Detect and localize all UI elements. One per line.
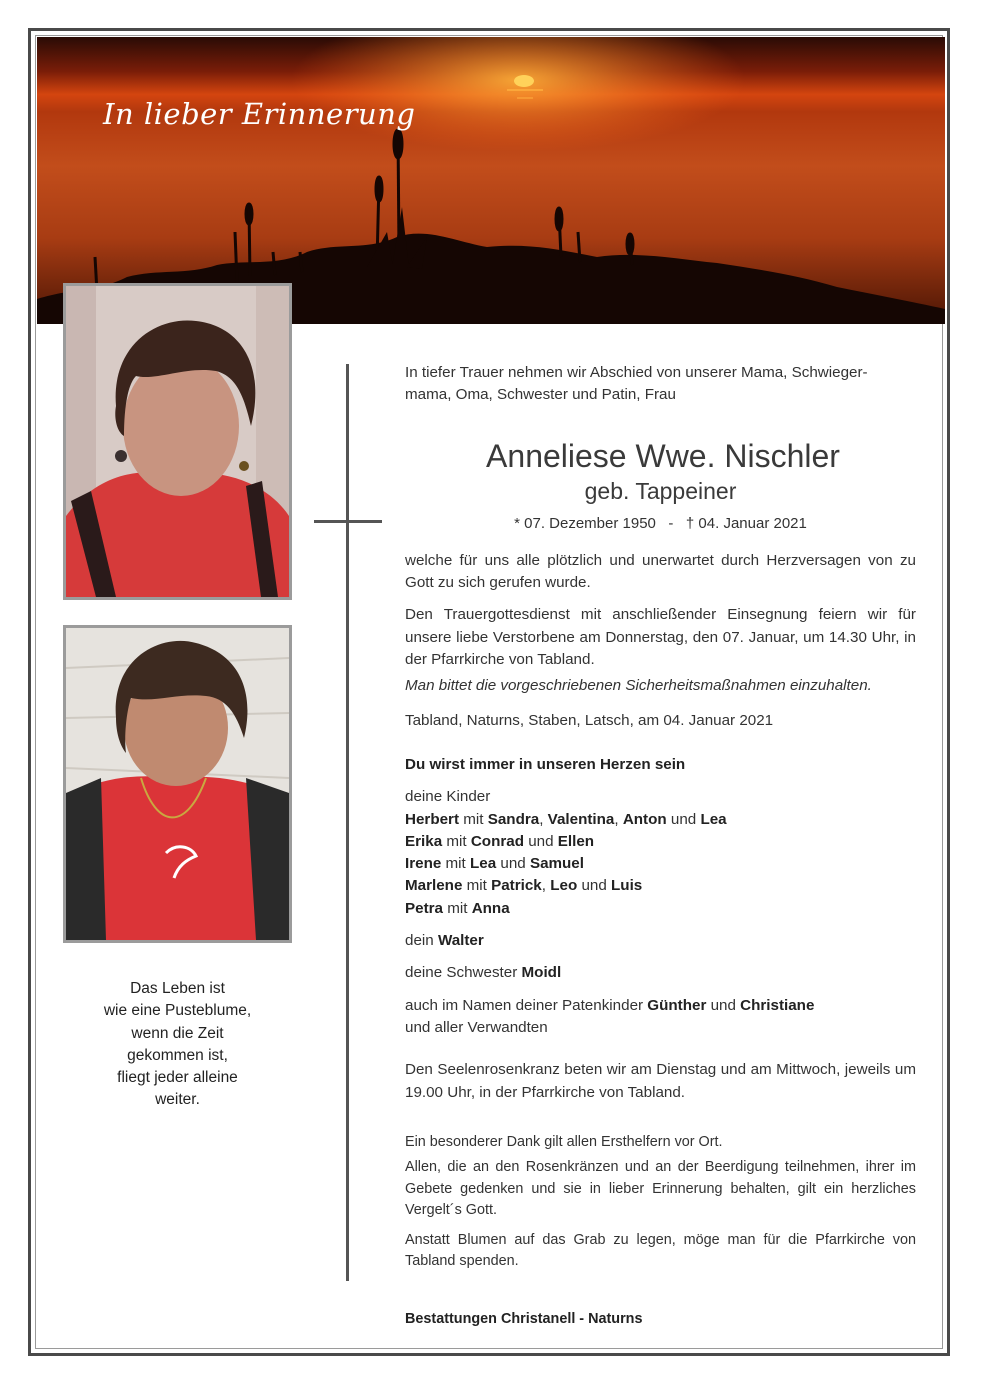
- family-member-name: Patrick: [491, 877, 542, 895]
- connector-text: mit: [442, 832, 471, 850]
- woman-outdoor-image: [66, 628, 289, 940]
- intro-line-2: mama, Oma, Schwester und Patin, Frau: [405, 386, 676, 404]
- family-member-name: Erika: [405, 832, 443, 850]
- poem-line: wenn die Zeit: [131, 1024, 224, 1042]
- poem-line: wie eine Pusteblume,: [103, 1002, 252, 1020]
- service-text: Den Trauergottesdienst mit anschließender Einsegnung feiern wir für unsere liebe Verstorbene am Donnerstag, den 07. Januar, um 14.30 Uhr, in der Pfarrkirche von Tabland.: [405, 606, 916, 669]
- family-member-name: Anna: [471, 899, 510, 917]
- poem-line: gekommen ist,: [127, 1046, 228, 1064]
- godchildren-prefix: auch im Namen deiner Patenkinder: [405, 996, 648, 1014]
- sunset-banner: [37, 37, 945, 324]
- sister-prefix: deine Schwester: [405, 964, 522, 982]
- godchildren-and: und: [706, 996, 741, 1014]
- woman-portrait-image: [66, 286, 289, 597]
- connector-text: mit: [443, 899, 472, 917]
- connector-text: und: [666, 810, 701, 828]
- connector-text: und: [524, 832, 558, 850]
- family-member-name: Irene: [405, 855, 442, 873]
- poem-line: Das Leben ist: [130, 980, 225, 997]
- godchild-name: Christiane: [740, 996, 815, 1014]
- undertaker: Bestattungen Christanell - Naturns: [405, 1310, 643, 1327]
- connector-text: und: [496, 855, 530, 873]
- thanks-first-aid: Ein besonderer Dank gilt allen Ersthelfern vor Ort.: [405, 1133, 723, 1150]
- family-member-name: Sandra: [487, 810, 540, 828]
- connector-text: mit: [462, 877, 492, 895]
- sister-line: [405, 962, 916, 984]
- sunset-image: [37, 37, 945, 324]
- poem-line: fliegt jeder alleine: [117, 1069, 238, 1087]
- family-member-name: Herbert: [405, 810, 460, 828]
- connector-text: mit: [459, 810, 488, 828]
- family-member-name: Lea: [470, 855, 497, 873]
- rosary-text: Den Seelenrosenkranz beten wir am Dienstag und am Mittwoch, jeweils um 19.00 Uhr, in der Pfarrkirche von Tabland.: [405, 1061, 916, 1101]
- maiden-name: geb. Tappeiner: [584, 477, 737, 504]
- birth-date: * 07. Dezember 1950: [514, 514, 656, 532]
- family-member-name: Petra: [405, 899, 443, 917]
- child-line: [405, 831, 916, 853]
- family-member-name: Lea: [700, 810, 727, 828]
- obituary-text: [405, 362, 916, 1330]
- connector-text: ,: [614, 810, 623, 828]
- child-line: [405, 875, 916, 897]
- partner-line: [405, 930, 916, 952]
- intro-line-1: In tiefer Trauer nehmen wir Abschied von unserer Mama, Schwieger-: [405, 364, 868, 381]
- family-member-name: Samuel: [529, 855, 584, 873]
- family-member-name: Luis: [611, 877, 643, 895]
- intro-text: [405, 362, 916, 407]
- family-member-name: Marlene: [405, 877, 463, 895]
- life-dates: [405, 513, 916, 535]
- connector-text: ,: [539, 810, 548, 828]
- child-line: [405, 898, 916, 920]
- family-member-name: Leo: [550, 877, 578, 895]
- connector-text: ,: [541, 877, 551, 895]
- family-member-name: Conrad: [470, 832, 524, 850]
- motto: Du wirst immer in unseren Herzen sein: [405, 755, 686, 773]
- children-list: [405, 809, 916, 920]
- child-line: [405, 809, 916, 831]
- cause-text: welche für uns alle plötzlich und unerwartet durch Herzversagen von zu Gott zu sich gerufen wurde.: [405, 551, 916, 592]
- death-date: † 04. Januar 2021: [685, 514, 807, 532]
- banner-title: In lieber Erinnerung: [103, 97, 416, 131]
- sister-name: Moidl: [521, 964, 562, 982]
- place-date: Tabland, Naturns, Staben, Latsch, am 04. Januar 2021: [405, 711, 774, 729]
- thanks-text: Allen, die an den Rosenkränzen und an der Beerdigung teilnehmen, ihrer im Gebete gedenken und sie in lieber Erinnerung behalten, gilt ein herzliches Vergelt´s Gott.: [405, 1159, 916, 1219]
- date-separator: -: [668, 514, 674, 532]
- poem-line: weiter.: [155, 1091, 200, 1109]
- relatives-line: und aller Verwandten: [405, 1018, 548, 1036]
- partner-name: Walter: [437, 932, 484, 950]
- cross-icon-bar: [314, 520, 382, 523]
- portrait-photo-1: [63, 283, 292, 600]
- donation-text: Anstatt Blumen auf das Grab zu legen, möge man für die Pfarrkirche von Tabland spenden.: [405, 1231, 916, 1270]
- family-member-name: Valentina: [547, 810, 615, 828]
- godchild-name: Günther: [647, 996, 707, 1014]
- godchildren-line: [405, 995, 916, 1017]
- connector-text: und: [577, 877, 612, 895]
- children-label: deine Kinder: [405, 788, 491, 806]
- poem: [63, 978, 292, 1112]
- connector-text: mit: [441, 855, 470, 873]
- partner-prefix: dein: [405, 932, 438, 950]
- safety-notice: Man bittet die vorgeschriebenen Sicherheitsmaßnahmen einzuhalten.: [405, 677, 872, 695]
- family-member-name: Anton: [622, 810, 667, 828]
- child-line: [405, 853, 916, 875]
- family-member-name: Ellen: [557, 832, 595, 850]
- portrait-photo-2: [63, 625, 292, 943]
- deceased-name: Anneliese Wwe. Nischler: [486, 437, 840, 474]
- cross-icon: [346, 364, 349, 1281]
